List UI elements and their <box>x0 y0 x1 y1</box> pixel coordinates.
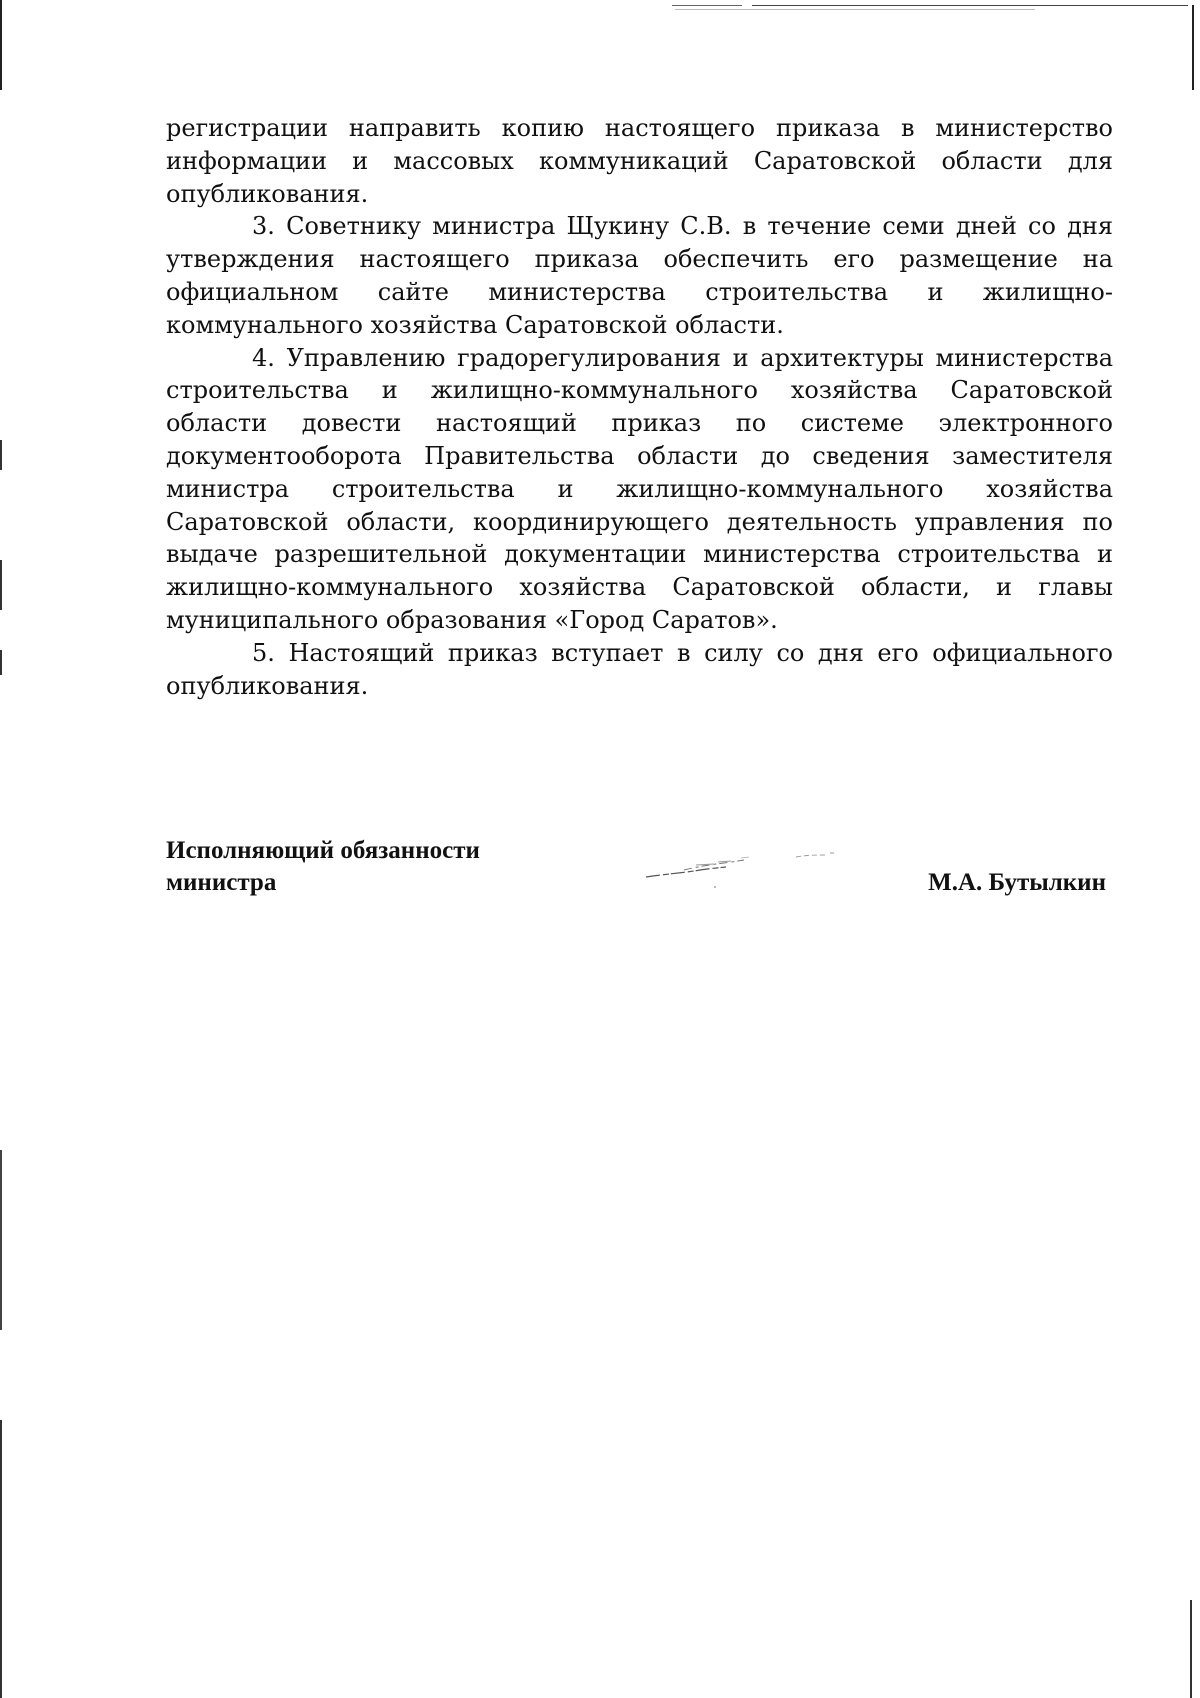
scan-left-edge <box>0 0 2 1698</box>
signatory-position <box>166 835 480 899</box>
handwritten-signature <box>636 843 876 893</box>
scan-top-line <box>672 5 1188 6</box>
scan-right-edge <box>1192 5 1194 90</box>
paragraph-item-5: 5. Настоящий приказ вступает в силу со дня его официального опубликования. <box>166 638 1113 700</box>
signatory-position-line2: министра <box>166 869 277 896</box>
paragraph-continuation: регистрации направить копию настоящего приказа в министерство информации и массовых коммуникаций Саратовской области для опубликования. <box>166 114 1113 208</box>
signatory-position-line1: Исполняющий обязанности <box>166 837 480 864</box>
signature-block <box>166 835 1116 915</box>
scan-top-line-faint <box>675 9 1035 10</box>
signatory-name: М.А. Бутылкин <box>928 869 1106 896</box>
scan-right-edge-bottom <box>1190 1600 1192 1698</box>
paragraph-item-4: 4. Управлению градорегулирования и архитектуры министерства строительства и жилищно-коммунального хозяйства Саратовской области довести настоящий приказ по системе электронного документооборота Правительства области до сведения заместителя министра строительства и жилищно-коммунального хозяйства Саратовской области, координирующего деятельность управления по выдаче разрешительной документации министерства строительства и жилищно-коммунального хозяйства Саратовской области, и главы муниципального образования «Город Саратов». <box>166 343 1113 634</box>
paragraph-item-3: 3. Советнику министра Щукину С.В. в течение семи дней со дня утверждения настоящего приказа обеспечить его размещение на официальном сайте министерства строительства и жилищно-коммунального хозяйства Саратовской области. <box>166 212 1113 339</box>
order-body-text <box>166 112 1113 702</box>
